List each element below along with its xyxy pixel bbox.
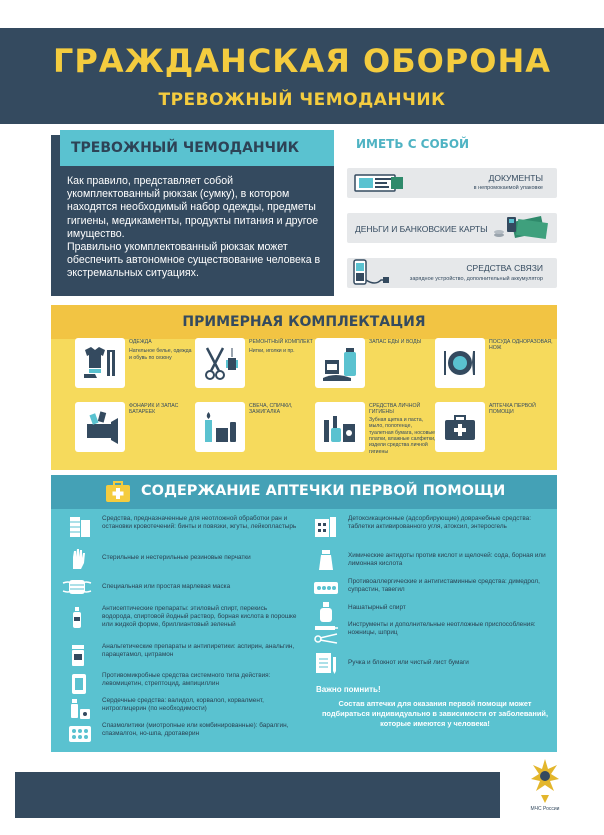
first-aid-kit-icon xyxy=(105,481,131,503)
kit-item-title: АПТЕЧКА ПЕРВОЙ ПОМОЩИ xyxy=(489,403,536,416)
kit-item-first-aid xyxy=(435,402,555,462)
kit-item-title: ФОНАРИК И ЗАПАС БАТАРЕЕК xyxy=(129,403,179,416)
first-aid-item-text: Сердечные средства: валидол, корвалол, корвалмент, нитроглицерин (по необходимости) xyxy=(102,697,264,713)
first-aid-item-text: Противоаллергические и антигистаминные средства: димедрол, супрастин, тавегил xyxy=(348,578,540,594)
hygiene-icon xyxy=(315,402,365,452)
instruments-icon xyxy=(313,621,339,645)
scissors-icon xyxy=(195,338,245,388)
kit-item-desc: Нитки, иголки и пр. xyxy=(249,348,295,355)
take-with-item-phone xyxy=(347,258,557,288)
remember-text: Состав аптечки для оказания первой помощи может подбираться индивидуально в зависимости от заболеваний, которые имеются у человека! xyxy=(321,699,549,728)
tablets-icon xyxy=(313,515,339,539)
first-aid-item-text: Специальная или простая марлевая маска xyxy=(102,583,231,590)
kit-item-desc: Зубная щетка и паста, мыло, полотенце, туалетная бумага, носовые платки, влажные салфетки, издели средства личной гигиены xyxy=(369,416,436,455)
kit-heading-bar xyxy=(51,305,557,339)
footer-bar xyxy=(15,772,589,818)
kit-item-title: ОДЕЖДА xyxy=(129,339,152,345)
notebook-icon xyxy=(313,651,339,675)
kit-item-title: РЕМОНТНЫЙ КОМПЛЕКТ xyxy=(249,339,313,345)
clothes-icon xyxy=(75,338,125,388)
kit-item-title: СВЕЧА, СПИЧКИ, ЗАЖИГАЛКА xyxy=(249,403,293,416)
take-with-sub: в непромокаемой упаковке xyxy=(473,185,543,191)
kit-item-candle xyxy=(195,402,315,462)
mchs-emblem-icon xyxy=(530,755,560,805)
intro-text: Как правило, представляет собой укомплектованный рюкзак (сумку), в котором находятся необходимый набор одежды, предметы гигиены, медикаменты, продукты питания и другое имущество. Правильно укомплектованный рюкзак может обеспечить автономное существование человека в экстремальных ситуациях. xyxy=(67,175,321,280)
emblem xyxy=(500,753,590,818)
kit-item-clothes xyxy=(75,338,195,398)
take-with-heading: ИМЕТЬ С СОБОЙ xyxy=(356,137,470,151)
remember-title: Важно помнить! xyxy=(316,685,381,694)
page-subtitle: ТРЕВОЖНЫЙ ЧЕМОДАНЧИК xyxy=(158,90,446,110)
gloves-icon xyxy=(67,547,93,571)
header-banner xyxy=(0,28,604,124)
first-aid-kit-icon xyxy=(435,402,485,452)
antiseptic-icon xyxy=(67,605,93,629)
first-aid-item-text: Спазмолитики (миотропные или комбинированные): баралгин, спазмалгон, но-шпа, дротаверин xyxy=(102,722,289,738)
page-title: ГРАЖДАНСКАЯ ОБОРОНА xyxy=(52,42,551,80)
kit-item-dishes xyxy=(435,338,555,398)
first-aid-item-text: Детоксикационные (адсорбирующие) доврачебные средства: таблетки активированного угля, атоксил, энтеросгель xyxy=(348,515,531,531)
first-aid-heading-bar xyxy=(51,475,557,509)
take-with-panel xyxy=(347,135,557,296)
antidote-icon xyxy=(313,548,339,572)
first-aid-item-text: Ручка и блокнот или чистый лист бумаги xyxy=(348,659,469,666)
first-aid-item-text: Анальгетические препараты и антипиретики: аспирин, анальгин, парацетамол, цитрамон xyxy=(102,643,295,659)
mask-icon xyxy=(61,575,93,599)
food-icon xyxy=(315,338,365,388)
first-aid-item-text: Нашатырный спирт xyxy=(348,604,406,611)
phone-icon xyxy=(351,258,391,288)
kit-panel xyxy=(51,305,557,470)
kit-item-title: ЗАПАС ЕДЫ И ВОДЫ xyxy=(369,339,422,345)
blister-icon xyxy=(313,576,339,600)
first-aid-item-text: Средства, предназначенные для неотложной обработки ран и остановки кровотечений: бинты и повязки, жгуты, лейкопластырь xyxy=(102,515,297,531)
pills-icon xyxy=(67,722,93,746)
org-name: МЧС России xyxy=(530,806,560,812)
take-with-item-documents xyxy=(347,168,557,198)
first-aid-item-text: Антисептические препараты: этиловый спирт, перекись водорода, спиртовой йодный раствор, борная кислота в порошке или жидкой форме, бриллиантовый зеленый xyxy=(102,605,297,629)
kit-item-title: ПОСУДА ОДНОРАЗОВАЯ, НОЖ xyxy=(489,339,553,352)
dishes-icon xyxy=(435,338,485,388)
kit-item-repair xyxy=(195,338,315,398)
first-aid-item-text: Инструменты и дополнительные неотложные приспособления: ножницы, шприц xyxy=(348,621,536,637)
take-with-label: ДЕНЬГИ И БАНКОВСКИЕ КАРТЫ xyxy=(355,224,488,234)
remember-note xyxy=(315,685,555,729)
candle-icon xyxy=(195,402,245,452)
kit-item-desc: Нательное белье, одежда и обувь по сезону xyxy=(129,348,192,361)
kit-item-flashlight xyxy=(75,402,195,462)
documents-icon xyxy=(351,168,411,198)
antimicrobial-icon xyxy=(67,672,93,696)
take-with-label: ДОКУМЕНТЫ xyxy=(488,173,543,183)
first-aid-item-text: Противомикробные средства системного типа действия: левомицетин, стрептоцид, ампициллин xyxy=(102,672,271,688)
take-with-label: СРЕДСТВА СВЯЗИ xyxy=(466,263,543,273)
kit-heading: ПРИМЕРНАЯ КОМПЛЕКТАЦИЯ xyxy=(182,314,426,330)
bandage-icon xyxy=(67,515,93,539)
intro-heading: ТРЕВОЖНЫЙ ЧЕМОДАНЧИК xyxy=(71,140,300,156)
intro-heading-bar xyxy=(60,130,334,166)
take-with-item-money xyxy=(347,213,557,243)
money-icon xyxy=(491,213,551,243)
first-aid-item-text: Химические антидоты против кислот и щелочей: сода, борная или лимонная кислота xyxy=(348,552,546,568)
flashlight-icon xyxy=(75,402,125,452)
intro-panel xyxy=(51,135,334,296)
take-with-sub: зарядное устройство, дополнительный аккумулятор xyxy=(409,276,543,282)
kit-item-food xyxy=(315,338,435,398)
first-aid-panel xyxy=(51,475,557,752)
heart-drugs-icon xyxy=(67,697,93,721)
kit-item-hygiene xyxy=(315,402,435,462)
first-aid-item-text: Стерильные и нестерильные резиновые перчатки xyxy=(102,554,251,561)
first-aid-heading: СОДЕРЖАНИЕ АПТЕЧКИ ПЕРВОЙ ПОМОЩИ xyxy=(141,483,506,499)
analgesic-icon xyxy=(67,643,93,667)
kit-item-title: СРЕДСТВА ЛИЧНОЙ ГИГИЕНЫ xyxy=(369,403,421,416)
